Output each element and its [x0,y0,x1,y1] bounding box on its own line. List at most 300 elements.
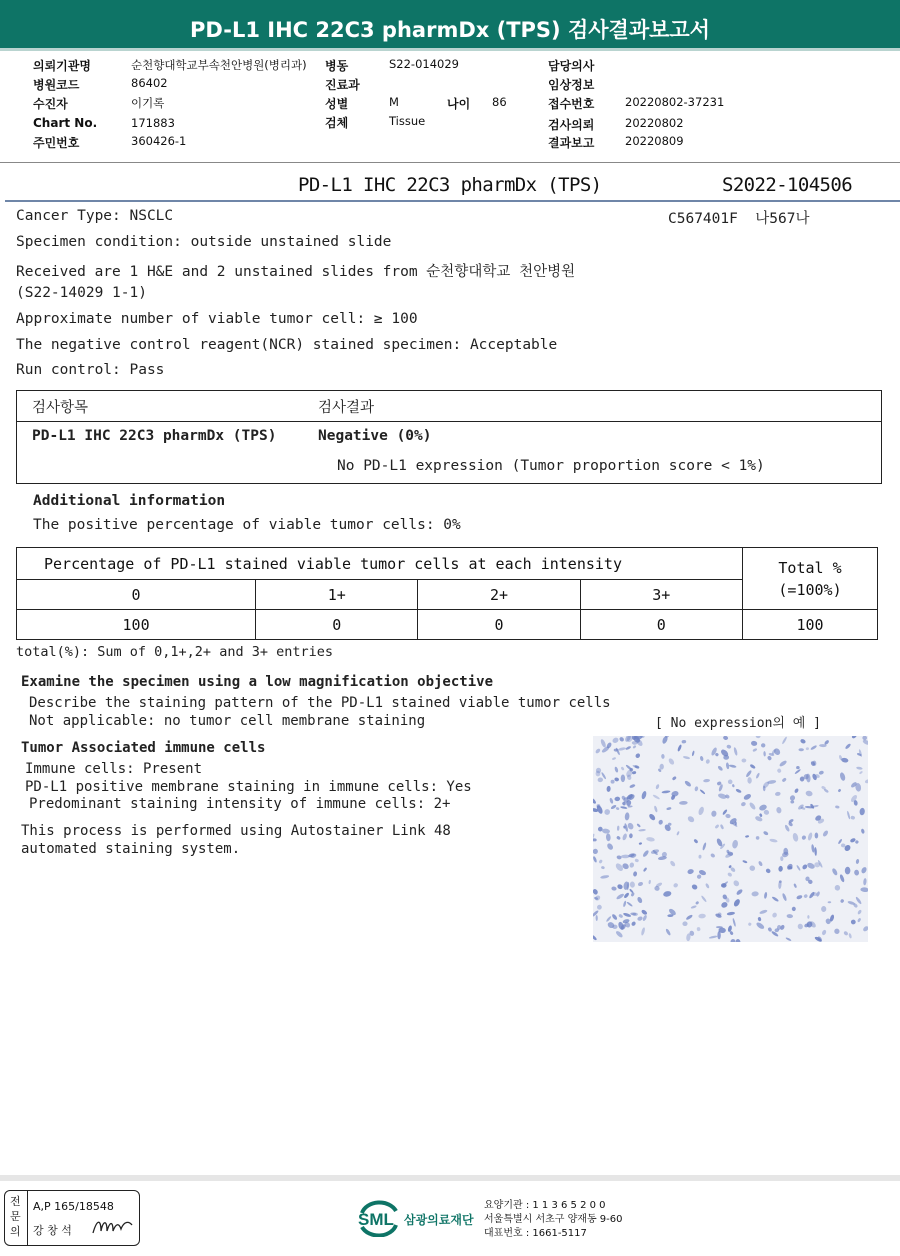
nucleus [623,900,627,907]
nucleus [732,839,739,848]
nucleus [716,926,723,928]
nucleus [794,788,799,794]
nucleus [728,779,733,784]
footer-address-line: 서울특별시 서초구 양재동 9-60 [484,1214,623,1225]
nucleus [606,916,612,923]
header-divider [0,162,900,163]
nucleus [612,757,617,760]
report-line-ncr: The negative control reagent(NCR) stained specimen: Acceptable [16,337,558,353]
intensity-total-value: 100 [743,610,878,640]
nucleus [687,868,695,874]
examine-line-2: Not applicable: no tumor cell membrane staining [29,713,426,729]
org-name: 삼광의료재단 [404,1213,474,1227]
nucleus [654,805,658,812]
nucleus [742,759,747,763]
nucleus [839,874,845,883]
nucleus [695,901,699,905]
nucleus [862,736,868,741]
nucleus [617,826,620,831]
nucleus [840,899,845,904]
nucleus [854,869,860,875]
nucleus [672,776,677,781]
nucleus [835,805,840,808]
nucleus [747,777,752,784]
nucleus [765,868,771,874]
nucleus [625,764,632,771]
stamp-line-2: 강 창 석 [33,1224,72,1237]
nucleus [630,881,636,888]
nucleus [620,766,624,771]
header-label-clinical-info: 임상정보 [548,78,595,92]
nucleus [629,833,633,838]
nucleus [763,830,769,836]
result-value: Negative (0%) [318,428,432,444]
nucleus [779,760,788,768]
nucleus [673,882,679,888]
intensity-table-note: total(%): Sum of 0,1+,2+ and 3+ entries [16,644,333,660]
nucleus [855,859,859,864]
nucleus [736,888,744,895]
header-label-patient: 수진자 [33,97,68,111]
nucleus [636,896,643,904]
nucleus [785,937,791,942]
nucleus [727,925,732,932]
nucleus [593,856,597,863]
header-label-ward: 병동 [325,59,349,73]
additional-info-text: The positive percentage of viable tumor cells: 0% [33,517,461,533]
nucleus [610,804,617,810]
nucleus [616,893,625,900]
header-label-resident-no: 주민번호 [33,136,80,150]
result-header-item: 검사항목 [32,400,89,416]
nucleus [699,789,705,795]
nucleus [693,838,698,843]
nucleus [834,885,840,891]
nucleus [749,864,757,871]
nucleus [859,808,865,816]
nucleus [611,886,617,891]
nucleus [781,777,787,782]
header-label-doctor: 담당의사 [548,59,595,73]
nucleus [755,736,760,738]
nucleus [666,807,671,811]
nucleus [748,922,752,926]
nucleus [792,907,796,911]
nucleus [633,871,638,877]
nucleus [711,810,717,817]
nucleus [831,868,838,877]
nucleus [692,750,695,756]
nucleus [755,772,760,779]
intensity-value-0: 100 [17,610,256,640]
nucleus [611,913,618,920]
nucleus [857,918,861,923]
nucleus [626,901,633,907]
nucleus [694,786,698,792]
nucleus [735,788,742,793]
examine-title: Examine the specimen using a low magnification objective [21,674,494,690]
nucleus [623,892,630,899]
nucleus [801,863,808,870]
nucleus [743,793,752,801]
nucleus [751,891,759,897]
nucleus [748,802,756,811]
nucleus [603,808,611,816]
header-value-resident-no: 360426-1 [131,134,187,148]
nucleus [679,801,688,805]
nucleus [799,748,804,751]
nucleus [685,914,693,921]
nucleus [851,736,857,739]
nucleus [621,775,625,783]
result-detail: No PD-L1 expression (Tumor proportion score < 1%) [337,458,765,474]
nucleus [797,923,803,929]
header-label-report-date: 결과보고 [548,136,595,150]
sml-logo-text: SML [358,1210,394,1229]
nucleus [771,896,779,902]
nucleus [602,828,611,834]
nucleus [727,911,736,915]
nucleus [629,784,636,789]
nucleus [833,928,840,935]
nucleus [642,914,648,921]
nucleus [611,780,615,784]
header-value-age: 86 [492,95,507,109]
signature-icon [91,1215,135,1237]
nucleus [668,757,676,765]
nucleus [663,890,672,897]
nucleus [720,824,725,830]
header-label-sex: 성별 [325,97,349,111]
intensity-level-2: 2+ [418,580,580,610]
nucleus [732,879,740,887]
report-main-title: PD-L1 IHC 22C3 pharmDx (TPS) 검사결과보고서 [190,18,710,42]
nucleus [764,892,768,899]
total-header-cell [743,548,878,610]
nucleus [776,768,781,774]
nucleus [642,849,650,857]
nucleus [752,748,757,752]
process-line-2: automated staining system. [21,841,241,857]
nucleus [805,790,813,797]
report-number: S2022-104506 [722,174,853,196]
nucleus [639,842,643,845]
nucleus [616,855,622,860]
nucleus [860,866,867,874]
nucleus [593,797,597,805]
nucleus [596,915,598,921]
nucleus [618,747,626,751]
nucleus [665,928,671,936]
intensity-table-header: Percentage of PD-L1 stained viable tumor cells at each intensity [17,548,743,580]
nucleus [620,806,627,810]
nucleus [814,847,817,856]
nucleus [845,867,851,875]
header-label-request-date: 검사의뢰 [548,118,595,132]
nucleus [669,860,676,867]
nucleus [676,831,680,836]
nucleus [742,860,747,864]
report-title-rule [5,200,900,202]
report-line-viable-cells: Approximate number of viable tumor cell: ≥ 100 [16,311,418,327]
nucleus [793,883,797,888]
nucleus [850,837,857,843]
intensity-level-1: 1+ [256,580,418,610]
nucleus [828,901,832,903]
nucleus [786,863,794,871]
nucleus [616,835,621,840]
nucleus [740,801,746,807]
nucleus [806,862,815,870]
nucleus [635,753,641,759]
immune-line-1: Immune cells: Present [25,761,203,777]
nucleus [710,853,716,859]
nucleus [683,756,691,760]
nucleus [698,914,706,919]
intensity-value-1: 0 [256,610,418,640]
nucleus [648,880,651,885]
nucleus [725,813,731,818]
nucleus [593,888,599,895]
nucleus [646,837,655,842]
nucleus [729,764,737,768]
nucleus [598,859,603,864]
nucleus [858,749,862,757]
nucleus [658,819,664,825]
nucleus [781,736,787,744]
footer-divider [0,1175,900,1181]
nucleus [789,794,796,801]
nucleus [733,747,738,756]
pathologist-stamp [4,1190,140,1246]
nucleus [617,883,624,889]
nucleus [845,743,852,750]
nucleus [800,738,807,744]
sml-logo [356,1199,474,1241]
nucleus [652,794,660,800]
total-header-line2: (=100%) [778,580,842,599]
intensity-level-3: 3+ [580,580,742,610]
nucleus [696,927,700,932]
report-line-slide-id: (S22-14029 1-1) [16,285,147,301]
header-label-institution: 의뢰기관명 [33,59,91,73]
nucleus [606,833,611,841]
nucleus [807,832,813,841]
nucleus [745,835,749,838]
header-value-sex: M [389,95,399,109]
header-value-institution: 순천향대학교부속천안병원(병리과) [131,58,307,72]
nucleus [684,780,692,788]
nucleus [682,921,688,926]
nucleus [780,856,783,861]
nucleus [600,739,607,749]
nucleus [778,866,783,872]
nucleus [859,771,863,775]
stamp-label: 전문의 [10,1195,21,1238]
nucleus [727,872,733,878]
nucleus [757,917,761,922]
nucleus [702,842,707,851]
header-value-report-date: 20220809 [625,134,684,148]
nucleus [837,788,841,792]
nucleus [637,881,643,887]
nucleus [850,815,855,820]
nucleus [850,919,856,925]
nucleus [855,896,862,905]
header-value-specimen: Tissue [389,114,426,128]
nucleus [698,855,701,859]
nucleus [856,766,863,770]
nucleus [655,784,660,790]
nucleus [857,909,862,915]
nucleus [614,777,619,782]
nucleus [796,894,803,900]
nucleus [860,887,868,892]
nucleus [723,736,729,741]
nucleus [838,838,843,844]
nucleus [769,838,778,843]
report-line-received: Received are 1 H&E and 2 unstained slides from 순천향대학교 천안병원 [16,264,576,280]
result-table-body [16,420,882,484]
nucleus [790,800,794,804]
nucleus [593,838,597,841]
nucleus [632,771,637,775]
nucleus [705,759,710,764]
nucleus [615,930,624,938]
nucleus [696,874,702,880]
result-table-header [16,390,882,422]
nucleus [643,867,648,872]
nucleus [756,836,760,840]
nucleus [759,909,768,915]
nucleus [763,751,766,757]
nucleus [625,746,631,751]
nucleus [732,784,735,788]
nucleus [815,833,819,839]
nucleus [803,894,808,899]
intensity-table [16,547,878,640]
report-code: C567401F 나567나 [668,211,810,227]
intensity-level-0: 0 [17,580,256,610]
nucleus [637,916,644,922]
header-value-receipt-no: 20220802-37231 [625,95,725,109]
nucleus [681,740,686,744]
nucleus [631,921,637,927]
nucleus [700,756,704,762]
footer-phone: 대표번호 : 1661-5117 [484,1228,587,1239]
nucleus [717,765,723,771]
header-label-receipt-no: 접수번호 [548,97,595,111]
header-value-chart-no: 171883 [131,116,175,130]
nucleus [822,830,829,838]
nucleus [629,862,635,868]
nucleus [614,796,620,801]
nucleus [606,842,614,851]
nucleus [801,835,807,841]
nucleus [597,777,603,782]
nucleus [709,935,718,939]
total-header-line1: Total % [778,558,842,577]
nucleus [862,925,868,932]
nucleus [600,875,609,880]
nucleus [811,844,815,853]
header-label-department: 진료과 [325,78,360,92]
header-label-chart-no: Chart No. [33,116,98,130]
nucleus [593,848,599,855]
nucleus [848,933,852,939]
immune-line-2: PD-L1 positive membrane staining in immune cells: Yes [25,779,472,795]
nucleus [714,824,719,829]
nucleus [634,858,639,862]
nucleus [763,809,770,815]
nucleus [701,895,708,903]
nucleus [794,769,801,775]
nucleus [782,893,788,902]
nucleus [661,754,665,759]
report-line-cancer-type: Cancer Type: NSCLC [16,208,174,224]
nucleus [616,807,620,811]
immune-line-3: Predominant staining intensity of immune cells: 2+ [29,796,451,812]
nucleus [796,766,800,770]
stamp-label-box [5,1191,28,1245]
nucleus [786,914,793,918]
header-label-specimen: 검체 [325,116,349,130]
nucleus [749,764,756,770]
nucleus [726,744,731,749]
nucleus [612,737,620,744]
nucleus [730,938,737,942]
report-line-specimen-condition: Specimen condition: outside unstained slide [16,234,392,250]
nucleus [732,918,736,927]
nucleus [677,744,682,752]
nucleus [690,905,696,909]
intensity-value-2: 0 [418,610,580,640]
nucleus [805,747,809,751]
nucleus [606,786,611,792]
nucleus [661,790,670,794]
nucleus [821,929,827,935]
header-value-request-date: 20220802 [625,116,684,130]
nucleus [796,865,801,871]
nucleus [638,829,646,832]
nucleus [641,927,646,936]
header-info [0,0,900,160]
no-expression-micrograph [593,736,868,942]
examine-line-1: Describe the staining pattern of the PD-L1 stained viable tumor cells [29,695,611,711]
nucleus [761,743,765,747]
nucleus [601,866,605,870]
result-header-result: 검사결과 [318,400,375,416]
nucleus [632,745,636,749]
nucleus [641,909,648,916]
process-line-1: This process is performed using Autostainer Link 48 [21,823,451,839]
nucleus [751,740,758,746]
nucleus [596,904,602,910]
header-label-hospital-code: 병원코드 [33,78,80,92]
nucleus [624,812,629,820]
nucleus [622,833,628,841]
nucleus [687,815,696,823]
nucleus [839,772,846,782]
nucleus [861,828,865,834]
nucleus [758,860,764,866]
result-item: PD-L1 IHC 22C3 pharmDx (TPS) [32,428,277,444]
nucleus [863,878,867,885]
footer-institution-code: 요양기관 : 1 1 3 6 5 2 0 0 [484,1200,606,1211]
report-subtitle: PD-L1 IHC 22C3 pharmDx (TPS) [298,174,602,196]
nucleus [659,764,664,770]
nucleus [755,921,765,930]
